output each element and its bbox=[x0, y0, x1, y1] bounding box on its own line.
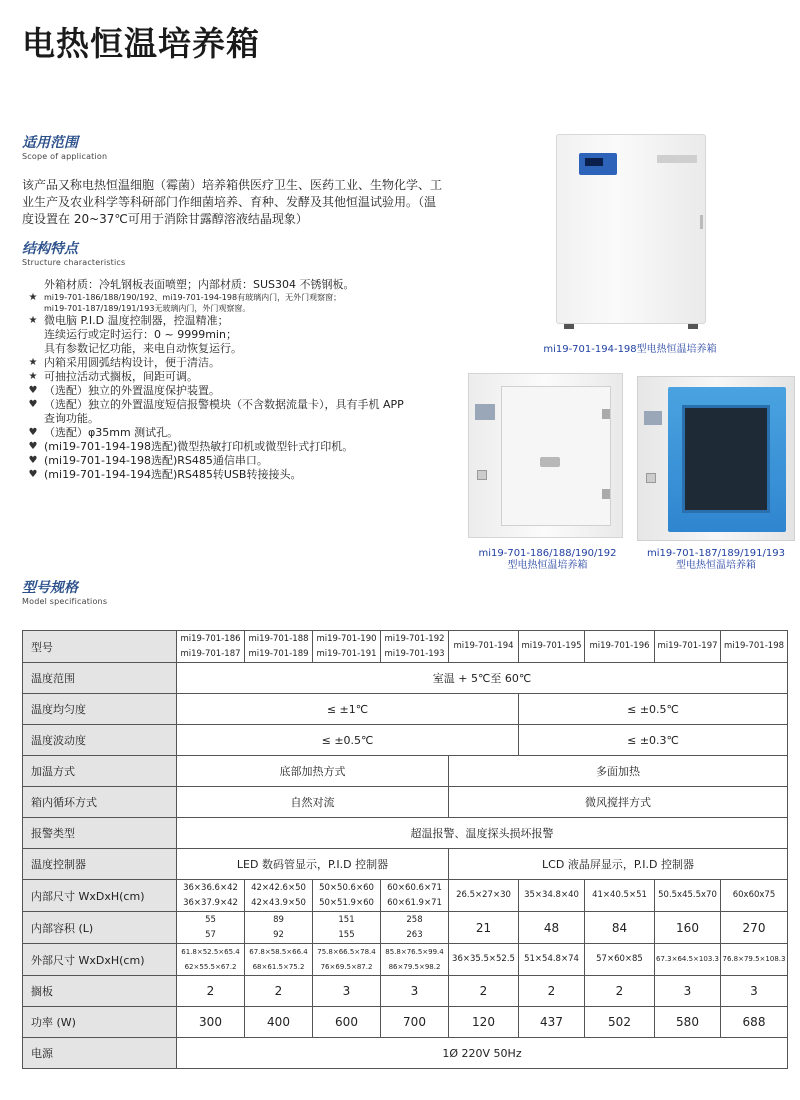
cell-line: mi19-701-194 bbox=[453, 641, 514, 651]
table-cell bbox=[313, 912, 381, 944]
feature-item bbox=[26, 303, 446, 314]
table-cell bbox=[519, 880, 585, 912]
cell-line: 50×50.6×60 bbox=[319, 882, 374, 893]
cell-line: 36×35.5×52.5 bbox=[452, 954, 515, 964]
cell-line: 155 bbox=[338, 929, 355, 940]
table-row bbox=[23, 756, 788, 787]
table-cell: 微风搅拌方式 bbox=[449, 787, 788, 818]
table-cell bbox=[519, 912, 585, 944]
feature-text: （选配）独立的外置温度保护装置。 bbox=[44, 384, 220, 397]
model-cell bbox=[655, 631, 721, 663]
cell-line: 60x60x75 bbox=[732, 890, 776, 900]
cell-line: 36×36.6×42 bbox=[183, 882, 238, 893]
cell-line: 85.8×76.5×99.4 bbox=[385, 947, 444, 956]
cell-line: 42×42.6×50 bbox=[251, 882, 306, 893]
incubator-door bbox=[501, 386, 611, 526]
row-label: 内部尺寸 WxDxH(cm) bbox=[23, 880, 177, 912]
cell-line: 50.5x45.5x70 bbox=[658, 890, 717, 900]
star-icon: ★ bbox=[28, 315, 38, 326]
table-cell bbox=[449, 912, 519, 944]
scope-text: 该产品又称电热恒温细胞（霉菌）培养箱供医疗卫生、医药工业、生物化学、工业生产及农业科学等科研部门作细菌培养、育种、发酵及其他恒温试验用。（温度设置在 20~37℃可用于消除甘露醇溶液结晶现象） bbox=[22, 178, 443, 226]
row-label: 加温方式 bbox=[23, 756, 177, 787]
table-cell bbox=[721, 912, 788, 944]
cell-line: 26.5×27×30 bbox=[456, 890, 511, 900]
table-row bbox=[23, 1007, 788, 1038]
table-cell: 3 bbox=[313, 976, 381, 1007]
caption-line: 型电热恒温培养箱 bbox=[507, 560, 588, 571]
product-caption-1 bbox=[520, 344, 740, 356]
control-panel-icon bbox=[579, 153, 617, 175]
feature-text: mi19-701-186/188/190/192、mi19-701-194-198有玻璃内门，无外门观察窗； bbox=[44, 293, 342, 302]
table-cell: ≤ ±0.5℃ bbox=[519, 694, 788, 725]
incubator-door bbox=[668, 387, 786, 532]
model-cell bbox=[245, 631, 313, 663]
cell-line: mi19-701-189 bbox=[248, 648, 309, 659]
feature-list bbox=[26, 278, 446, 482]
product-caption-3 bbox=[632, 548, 800, 572]
control-panel-icon bbox=[475, 404, 495, 420]
heart-icon: ♥ bbox=[28, 441, 38, 452]
feature-item bbox=[26, 314, 446, 328]
cell-line: 76×69.5×87.2 bbox=[320, 962, 373, 971]
table-cell bbox=[177, 912, 245, 944]
table-cell bbox=[245, 944, 313, 976]
cell-line: 57 bbox=[205, 929, 216, 940]
table-cell: 2 bbox=[245, 976, 313, 1007]
cell-line: 160 bbox=[676, 920, 699, 935]
table-cell: 室温 + 5℃至 60℃ bbox=[177, 663, 788, 694]
product-image-186-192 bbox=[468, 373, 626, 543]
cell-line: 57×60×85 bbox=[596, 954, 643, 964]
cell-line: 35×34.8×40 bbox=[524, 890, 579, 900]
door-handle bbox=[540, 457, 560, 467]
cell-line: 89 bbox=[273, 914, 284, 925]
cell-line: 258 bbox=[406, 914, 423, 925]
table-cell bbox=[449, 944, 519, 976]
cell-line: 263 bbox=[406, 929, 423, 940]
table-cell: 120 bbox=[449, 1007, 519, 1038]
caption-line: mi19-701-186/188/190/192 bbox=[478, 548, 617, 559]
feature-text: （选配）独立的外置温度短信报警模块（不含数据流量卡），具有手机 APP bbox=[44, 398, 404, 411]
table-cell: 3 bbox=[381, 976, 449, 1007]
table-row bbox=[23, 818, 788, 849]
feature-item bbox=[26, 328, 446, 342]
model-spec-heading bbox=[22, 577, 107, 606]
heart-icon: ♥ bbox=[28, 469, 38, 480]
incubator-body bbox=[556, 134, 706, 324]
feature-text: mi19-701-187/189/191/193无玻璃内门，外门观察窗。 bbox=[44, 304, 251, 313]
cell-line: mi19-701-198 bbox=[723, 641, 785, 651]
cell-line: 61.8×52.5×65.4 bbox=[181, 947, 240, 956]
table-cell: 502 bbox=[585, 1007, 655, 1038]
product-image-194-198 bbox=[556, 134, 708, 334]
cell-line: 41×40.5×51 bbox=[592, 890, 647, 900]
table-cell bbox=[245, 912, 313, 944]
table-cell: LCD 液晶屏显示，P.I.D 控制器 bbox=[449, 849, 788, 880]
cell-line: 151 bbox=[338, 914, 355, 925]
table-cell: ≤ ±1℃ bbox=[177, 694, 519, 725]
cell-line: 75.8×66.5×78.4 bbox=[317, 947, 376, 956]
table-cell: 688 bbox=[721, 1007, 788, 1038]
cell-line: 270 bbox=[742, 920, 766, 935]
door-hinge bbox=[602, 409, 610, 419]
feature-item bbox=[26, 468, 446, 482]
model-cell bbox=[519, 631, 585, 663]
table-row bbox=[23, 694, 788, 725]
table-cell bbox=[585, 944, 655, 976]
row-label: 报警类型 bbox=[23, 818, 177, 849]
table-cell: 580 bbox=[655, 1007, 721, 1038]
table-cell: 700 bbox=[381, 1007, 449, 1038]
table-cell bbox=[381, 944, 449, 976]
cell-line: mi19-701-193 bbox=[384, 648, 445, 659]
table-cell bbox=[721, 880, 788, 912]
model-cell bbox=[313, 631, 381, 663]
cell-line: 60×61.9×71 bbox=[387, 897, 442, 908]
scope-heading-cn: 适用范围 bbox=[22, 132, 78, 152]
table-cell: ≤ ±0.5℃ bbox=[177, 725, 519, 756]
table-cell bbox=[655, 944, 721, 976]
cell-line: 84 bbox=[611, 920, 628, 935]
table-cell bbox=[655, 880, 721, 912]
row-label: 温度范围 bbox=[23, 663, 177, 694]
heart-icon: ♥ bbox=[28, 399, 38, 410]
table-row bbox=[23, 912, 788, 944]
table-row bbox=[23, 725, 788, 756]
star-icon: ★ bbox=[28, 371, 38, 382]
table-cell: 300 bbox=[177, 1007, 245, 1038]
table-cell bbox=[177, 880, 245, 912]
table-cell: 437 bbox=[519, 1007, 585, 1038]
table-cell bbox=[313, 880, 381, 912]
observation-window bbox=[682, 405, 770, 513]
row-label: 温度波动度 bbox=[23, 725, 177, 756]
table-cell: 超温报警、温度探头损坏报警 bbox=[177, 818, 788, 849]
row-label: 温度控制器 bbox=[23, 849, 177, 880]
cell-line: mi19-701-195 bbox=[521, 641, 582, 651]
spec-table bbox=[22, 630, 788, 1069]
cell-line: mi19-701-197 bbox=[657, 641, 718, 651]
cell-line: 55 bbox=[205, 914, 216, 925]
row-label: 搁板 bbox=[23, 976, 177, 1007]
feature-text: (mi19-701-194-198选配)微型热敏打印机或微型针式打印机。 bbox=[44, 440, 354, 453]
table-cell bbox=[519, 944, 585, 976]
incubator-body bbox=[637, 376, 795, 541]
star-icon: ★ bbox=[28, 357, 38, 368]
cell-line: 67.3×64.5×103.3 bbox=[656, 955, 719, 963]
table-row bbox=[23, 976, 788, 1007]
cell-line: mi19-701-192 bbox=[384, 633, 445, 644]
table-cell: 1Ø 220V 50Hz bbox=[177, 1038, 788, 1069]
feature-text: 连续运行或定时运行：0 ~ 9999min； bbox=[44, 328, 237, 341]
table-cell bbox=[655, 912, 721, 944]
table-cell bbox=[381, 880, 449, 912]
model-spec-heading-en: Model specifications bbox=[22, 597, 108, 606]
cell-line: 68×61.5×75.2 bbox=[252, 962, 305, 971]
row-label: 功率 (W) bbox=[23, 1007, 177, 1038]
foot bbox=[688, 324, 698, 329]
cell-line: 42×43.9×50 bbox=[251, 897, 306, 908]
caption-line: 型电热恒温培养箱 bbox=[676, 560, 756, 571]
cell-line: 50×51.9×60 bbox=[319, 897, 374, 908]
feature-text: 内箱采用圆弧结构设计，便于清洁。 bbox=[44, 356, 220, 369]
power-switch bbox=[477, 470, 487, 480]
product-image-187-193 bbox=[637, 376, 797, 544]
nameplate bbox=[657, 155, 697, 163]
row-label: 电源 bbox=[23, 1038, 177, 1069]
structure-heading-cn: 结构特点 bbox=[22, 238, 78, 258]
cell-line: 48 bbox=[543, 920, 560, 935]
table-cell: LED 数码管显示，P.I.D 控制器 bbox=[177, 849, 449, 880]
table-cell bbox=[381, 912, 449, 944]
control-panel-icon bbox=[644, 411, 662, 425]
heart-icon: ♥ bbox=[28, 455, 38, 466]
model-cell bbox=[177, 631, 245, 663]
table-cell: 2 bbox=[177, 976, 245, 1007]
row-label: 箱内循环方式 bbox=[23, 787, 177, 818]
table-cell: 多面加热 bbox=[449, 756, 788, 787]
cell-line: 51×54.8×74 bbox=[524, 954, 579, 964]
heart-icon: ♥ bbox=[28, 427, 38, 438]
table-row bbox=[23, 880, 788, 912]
star-icon: ★ bbox=[28, 292, 38, 303]
feature-text: （选配）φ35mm 测试孔。 bbox=[44, 426, 179, 439]
model-cell bbox=[449, 631, 519, 663]
power-switch bbox=[646, 473, 656, 483]
door-hinge bbox=[602, 489, 610, 499]
cell-line: mi19-701-191 bbox=[316, 648, 377, 659]
scope-heading-en: Scope of application bbox=[22, 152, 108, 161]
table-row bbox=[23, 849, 788, 880]
table-cell bbox=[245, 880, 313, 912]
feature-text: 可抽拉活动式搁板，间距可调。 bbox=[44, 370, 198, 383]
cell-line: mi19-701-187 bbox=[180, 648, 241, 659]
cell-line: mi19-701-186 bbox=[180, 633, 241, 644]
cell-line: mi19-701-190 bbox=[316, 633, 377, 644]
table-row bbox=[23, 1038, 788, 1069]
row-label: 内部容积 (L) bbox=[23, 912, 177, 944]
table-cell: 600 bbox=[313, 1007, 381, 1038]
product-caption-2 bbox=[455, 548, 640, 572]
table-cell: 2 bbox=[519, 976, 585, 1007]
feature-item bbox=[26, 440, 446, 454]
table-row bbox=[23, 663, 788, 694]
table-cell bbox=[177, 944, 245, 976]
caption-line: mi19-701-187/189/191/193 bbox=[646, 548, 785, 559]
foot bbox=[564, 324, 574, 329]
structure-heading-en: Structure characteristics bbox=[22, 258, 126, 267]
feature-text: 外箱材质：冷轧钢板表面喷塑；内部材质：SUS304 不锈钢板。 bbox=[44, 278, 355, 291]
feature-item bbox=[26, 370, 446, 384]
table-row bbox=[23, 787, 788, 818]
feature-item bbox=[26, 356, 446, 370]
model-cell bbox=[721, 631, 788, 663]
cell-line: 36×37.9×42 bbox=[183, 897, 238, 908]
table-cell: ≤ ±0.3℃ bbox=[519, 725, 788, 756]
structure-heading bbox=[22, 238, 125, 267]
table-cell: 2 bbox=[585, 976, 655, 1007]
table-cell: 3 bbox=[721, 976, 788, 1007]
table-cell: 400 bbox=[245, 1007, 313, 1038]
row-label: 温度均匀度 bbox=[23, 694, 177, 725]
table-cell bbox=[721, 944, 788, 976]
scope-heading bbox=[22, 132, 107, 161]
door-hinge bbox=[700, 215, 703, 229]
model-cell bbox=[585, 631, 655, 663]
feature-item bbox=[26, 278, 446, 292]
cell-line: 62×55.5×67.2 bbox=[184, 962, 237, 971]
cell-line: 92 bbox=[273, 929, 284, 940]
cell-line: mi19-701-188 bbox=[248, 633, 309, 644]
feature-item bbox=[26, 292, 446, 303]
cell-line: 60×60.6×71 bbox=[387, 882, 442, 893]
model-cell bbox=[381, 631, 449, 663]
feature-item bbox=[26, 426, 446, 440]
feature-text: 具有参数记忆功能，来电自动恢复运行。 bbox=[44, 342, 242, 355]
feature-item bbox=[26, 342, 446, 356]
table-cell bbox=[585, 912, 655, 944]
table-cell: 2 bbox=[449, 976, 519, 1007]
caption-line: mi19-701-194-198型电热恒温培养箱 bbox=[543, 344, 717, 355]
feature-text: 微电脑 P.I.D 温度控制器，控温精准； bbox=[44, 314, 229, 327]
table-cell: 底部加热方式 bbox=[177, 756, 449, 787]
feature-item bbox=[26, 454, 446, 468]
feature-text: (mi19-701-194-198选配)RS485通信串口。 bbox=[44, 454, 268, 467]
table-cell: 自然对流 bbox=[177, 787, 449, 818]
table-cell bbox=[313, 944, 381, 976]
cell-line: 86×79.5×98.2 bbox=[388, 962, 441, 971]
row-label: 型号 bbox=[23, 631, 177, 663]
cell-line: mi19-701-196 bbox=[589, 641, 650, 651]
table-cell bbox=[449, 880, 519, 912]
feature-item bbox=[26, 412, 446, 426]
cell-line: 21 bbox=[475, 920, 492, 935]
table-cell bbox=[585, 880, 655, 912]
feature-item bbox=[26, 398, 446, 412]
cell-line: 76.8×79.5×108.3 bbox=[722, 955, 786, 963]
feature-text: 查询功能。 bbox=[44, 412, 99, 425]
row-label: 外部尺寸 WxDxH(cm) bbox=[23, 944, 177, 976]
cell-line: 67.8×58.5×66.4 bbox=[249, 947, 308, 956]
feature-text: (mi19-701-194-194选配)RS485转USB转接接头。 bbox=[44, 468, 302, 481]
feature-item bbox=[26, 384, 446, 398]
table-cell: 3 bbox=[655, 976, 721, 1007]
model-spec-heading-cn: 型号规格 bbox=[22, 577, 78, 597]
table-row bbox=[23, 944, 788, 976]
incubator-body bbox=[468, 373, 623, 538]
heart-icon: ♥ bbox=[28, 385, 38, 396]
page-title: 电热恒温培养箱 bbox=[22, 24, 260, 63]
table-row bbox=[23, 631, 788, 663]
